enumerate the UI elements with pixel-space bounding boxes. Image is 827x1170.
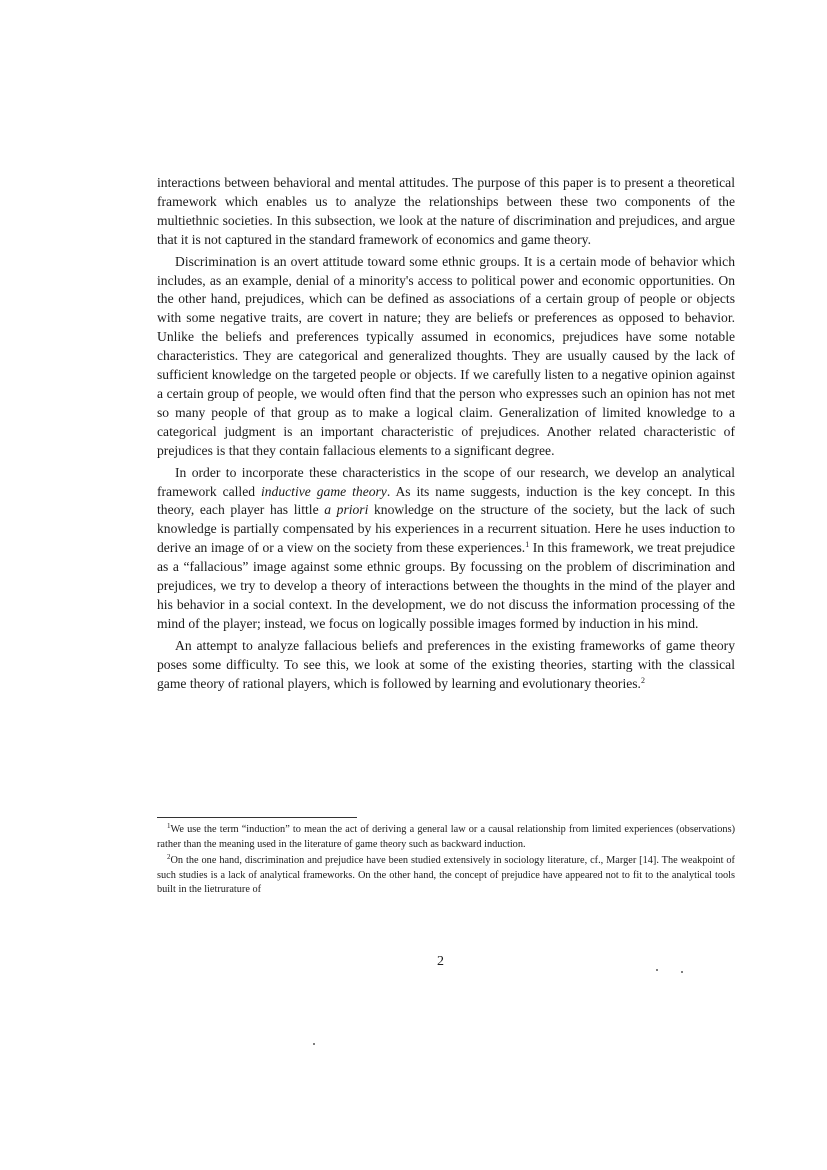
paragraph-3-text-a: In order to incorporate these characteristics in the scope of our research, we develop an analytical framework called bbox=[157, 464, 735, 499]
page-number: 2 bbox=[437, 954, 444, 969]
footnotes bbox=[157, 823, 735, 900]
paragraph-4-text: An attempt to analyze fallacious beliefs and preferences in the existing frameworks of game theory poses some difficulty. To see this, we look at some of the existing theories, starting with the classical game theory of rational players, which is followed by learning and evolutionary theories. bbox=[157, 637, 735, 691]
paragraph-3 bbox=[157, 464, 735, 634]
footnote-1 bbox=[157, 823, 735, 852]
scan-speck bbox=[681, 971, 683, 973]
footnote-divider bbox=[157, 817, 357, 818]
emphasis-a-priori: a priori bbox=[324, 502, 369, 518]
footnote-mark-1: 1 bbox=[167, 822, 171, 830]
footnote-2-text: On the one hand, discrimination and prejudice have been studied extensively in sociology literature, cf., Marger [14]. The weakpoint of such studies is a lack of analytical frameworks. On the other hand, the concept of prejudice have appeared not to fit to the analytical tools built in the lietrurature of bbox=[157, 855, 735, 896]
paragraph-4 bbox=[157, 637, 735, 694]
paragraph-2-text: Discrimination is an overt attitude toward some ethnic groups. It is a certain mode of behavior which includes, as an example, denial of a minority's access to political power and economic opportunities. On the other hand, prejudices, which can be defined as associations of a certain group of people or objects with some negative traits, are covert in nature; they are beliefs or preferences as opposed to behavior. Unlike the beliefs and preferences typically assumed in economics, prejudices have some notable characteristics. They are categorical and generalized thoughts. They are usually caused by the lack of sufficient knowledge on the targeted people or objects. If we carefully listen to a negative opinion against a certain group of people, we would often find that the person who expresses such an opinion has not met so many people of that group as to make a logical claim. Generalization of limited knowledge to a categorical judgment is an important characteristic of prejudices. Another related characteristic of prejudices is that they contain fallacious elements to a significant degree. bbox=[157, 253, 735, 458]
paragraph-1 bbox=[157, 174, 735, 250]
paragraph-3-text-b: . As its name suggests, induction is the key concept. In this theory, each player has little bbox=[157, 483, 735, 518]
footnote-2 bbox=[157, 854, 735, 898]
scan-speck bbox=[313, 1043, 315, 1045]
paragraph-2 bbox=[157, 253, 735, 461]
paragraph-3-text-c: knowledge on the structure of the society, but the lack of such knowledge is partially compensated by his experiences in a recurrent situation. Here he uses induction to derive an image of or a view on the society from these experiences. bbox=[157, 502, 736, 556]
footnote-ref-1: 1 bbox=[525, 540, 530, 550]
footnote-1-text: We use the term “induction” to mean the act of deriving a general law or a causal relationship from limited experiences (observations) rather than the meaning used in the literature of game theory such as backward induction. bbox=[157, 824, 735, 850]
paragraph-3-text-d: In this framework, we treat prejudice as a “fallacious” image against some ethnic groups. By focussing on the problem of discrimination and prejudices, we try to develop a theory of interactions between the thoughts in the mind of the player and his behavior in a social context. In the development, we do not discuss the information processing of the mind of the player; instead, we focus on logically possible images formed by induction in his mind. bbox=[157, 540, 735, 631]
scan-speck bbox=[656, 969, 658, 971]
paragraph-1-text: interactions between behavioral and mental attitudes. The purpose of this paper is to present a theoretical framework which enables us to analyze the relationships between these two components of the multiethnic societies. In this subsection, we look at the nature of discrimination and prejudices, and argue that it is not captured in the standard framework of economics and game theory. bbox=[157, 175, 735, 247]
body-text bbox=[157, 174, 735, 696]
emphasis-inductive-game-theory: inductive game theory bbox=[260, 483, 387, 499]
footnote-mark-2: 2 bbox=[167, 853, 171, 862]
footnote-ref-2: 2 bbox=[640, 675, 645, 685]
